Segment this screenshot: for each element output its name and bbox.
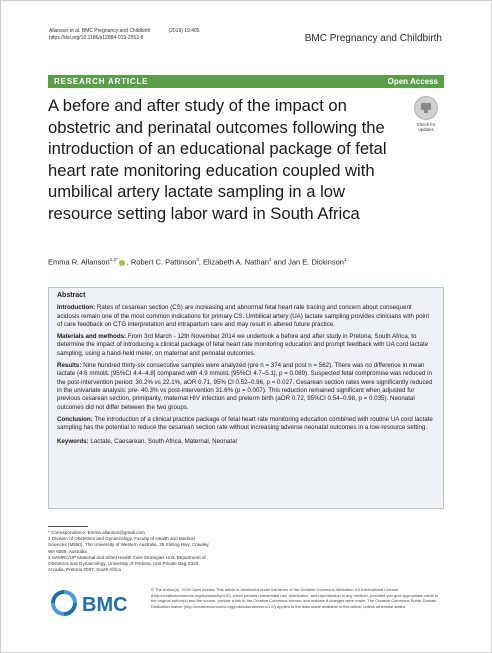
author-affiliation: 2 — [196, 257, 199, 262]
article-type-label: RESEARCH ARTICLE — [54, 77, 149, 86]
correspondence[interactable]: * Correspondence: Emma.allanson@gmail.com — [48, 530, 145, 535]
author-name[interactable]: Jan E. Dickinson — [288, 257, 344, 267]
author-list: Emma R. Allanson$^{1,2*}$ , Robert C. Pattinson$^2$, Elizabeth A. Nathan$^1$ and Jan E. Dickinson$^1$ — [48, 257, 347, 267]
bmc-logo-text: BMC — [82, 594, 128, 616]
open-access-label: Open Access — [387, 77, 438, 86]
citation-header — [49, 28, 200, 42]
article-title: A before and after study of the impact on obstetric and perinatal outcomes following the introduction of an educational package of fetal heart rate monitoring education coupled with umbilical artery lactate sampling in a low resource setting labor ward in South Africa — [48, 96, 387, 223]
author-name[interactable]: Emma R. Allanson — [48, 257, 110, 267]
footnotes — [48, 530, 213, 573]
author-affiliation: 1 — [343, 257, 347, 262]
author-name[interactable]: Robert C. Pattinson — [130, 257, 197, 267]
doi-link[interactable]: https://doi.org/10.1186/s12884-019-2552-8 — [49, 35, 144, 41]
citation-authors: Allanson et al. BMC Pregnancy and Childbirth — [49, 28, 151, 34]
abstract-introduction: Introduction: Rates of cesarean section (CS) are increasing and abnormal fetal heart rate tracing and concern about consequent acidosis remain one of the most common indications for primary CS. Umbilical artery (UA) lactate sampling provides clinicians with point of care feedback on CTG interpretation and intrapartum care and may result in altered future practice. — [57, 304, 430, 328]
author-affiliation: 1,2* — [109, 257, 118, 262]
abstract-heading: Abstract — [57, 292, 86, 299]
abstract-conclusion: Conclusion: The introduction of a clinical practice package of fetal heart rate monitoring education combined with routine UA cord lactate sampling has the potential to reduce the cesarean section rate without increasing adverse neonatal outcomes in a low-resource setting. — [57, 415, 433, 432]
author-affiliation: 1 — [268, 257, 272, 262]
check-for-updates-button[interactable] — [409, 96, 443, 132]
article-type-banner — [48, 75, 444, 88]
abstract-results: Results: Nine hundred thirty-six consecutive samples were analyzed (pre n = 374 and post n = 562). There was no difference in mean lactate (4.6 mmol/L [95%CI 4.4–4.8] compared with 4.9 mmol/L [95%CI 4.7–5.1], p = 0.089). Suspected fetal compromise was reduced in the post-intervention period: 30.2% vs 22.1%, aOR 0.71, 95% CI 0.52–0.96, p = 0.027. Cesarean section rates were significantly reduced in the univariate analysis: pre- 40.3% vs post-intervention 31.6% (p = 0.007). This reduction remained significant when adjusted for previous cesarean section, primiparity, maternal HIV infection and preterm birth (aOR 0.72, 95%CI 0.54–0.98, p = 0.035). Neonatal outcomes did not differ between the two groups. — [57, 362, 433, 411]
citation-year: (2019) 19:405 — [168, 28, 200, 34]
keywords: Keywords: Lactate, Caesarean, South Africa, Maternal, Neonatal — [57, 438, 237, 446]
author-name[interactable]: Elizabeth A. Nathan — [203, 257, 269, 267]
abstract-methods: Materials and methods: From 3rd March - 12th November 2014 we undertook a before and after study in Pretoria, South Africa, to determine the impact of introducing a clinical package of fetal heart rate monitoring education and prompt feedback with UA cord lactate sampling, using a hand-held meter, on maternal and perinatal outcomes. — [57, 333, 429, 357]
journal-name: BMC Pregnancy and Childbirth — [304, 33, 442, 44]
license-text: © The Author(s). 2019 Open Access This article is distributed under the terms of the Creative Commons Attribution 4.0 International License (http://creativecommons.org/licenses/by/4.0/), which permits unrestricted use, distribution, and reproduction in any medium, provided you give appropriate credit to the original author(s) and the source, provide a link to the Creative Commons license, and indicate if changes were made. The Creative Commons Public Domain Dedication waiver (http://creativecommons.org/publicdomain/zero/1.0/) applies to the data made available in this article, unless otherwise stated. — [151, 587, 439, 609]
check-updates-icon — [414, 96, 438, 120]
abstract-box — [48, 287, 444, 509]
affiliation-2: 2 SAMRC/UP Maternal and Infant Health Care Strategies Unit, Department of Obstetrics and Gynaecology, University of Pretoria, Unit Private Bag X323 Arcadia, Pretoria 0007, South Africa — [48, 554, 206, 573]
orcid-icon[interactable] — [119, 260, 125, 266]
footnote-divider — [48, 526, 88, 527]
bmc-logo — [48, 587, 143, 619]
check-updates-line1: Check for — [416, 122, 436, 127]
affiliation-1: 1 Division of Obstetrics and Gynaecology, Faculty of Health and Medical Sciences (M550), The University of Western Australia, 35 Stirling Hwy, Crawley, WA 6009, Australia — [48, 536, 210, 554]
check-updates-line2: updates — [418, 127, 434, 132]
